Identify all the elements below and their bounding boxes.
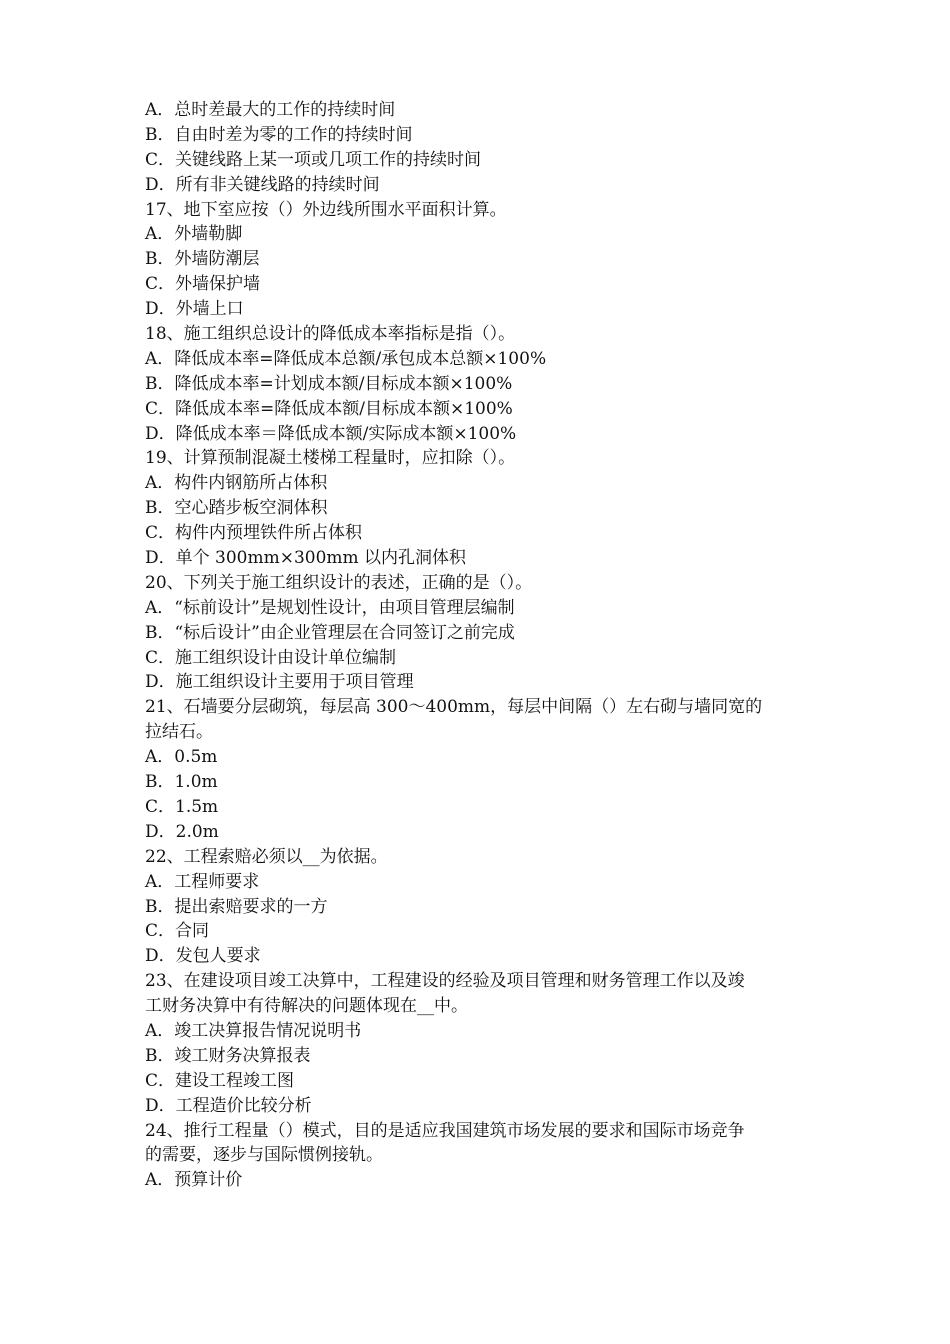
- text-line: C．外墙保护墙: [145, 274, 261, 295]
- text-line: D．施工组织设计主要用于项目管理: [145, 672, 414, 693]
- text-line: A．外墙勒脚: [145, 224, 243, 245]
- text-line: C．降低成本率=降低成本额/目标成本额×100%: [145, 398, 513, 419]
- text-line: 工财务决算中有待解决的问题体现在__中。: [145, 996, 468, 1017]
- text-line: A．0.5m: [145, 747, 218, 768]
- text-line: 的需要，逐步与国际惯例接轨。: [145, 1145, 383, 1166]
- document-text-body: [145, 98, 825, 1193]
- question-20: 20、下列关于施工组织设计的表述，正确的是（）。: [145, 572, 533, 593]
- text-line: D．2.0m: [145, 821, 219, 842]
- text-line: 拉结石。: [145, 722, 213, 743]
- text-line: D．降低成本率＝降低成本额/实际成本额×100%: [145, 423, 517, 444]
- question-22: 22、工程索赔必须以__为依据。: [145, 846, 388, 867]
- text-line: C．1.5m: [145, 796, 219, 817]
- text-line: B．外墙防潮层: [145, 249, 260, 270]
- text-line: B．自由时差为零的工作的持续时间: [145, 124, 413, 145]
- text-line: A．降低成本率=降低成本总额/承包成本总额×100%: [145, 348, 547, 369]
- text-line: D．外墙上口: [145, 299, 244, 320]
- text-line: C．合同: [145, 921, 210, 942]
- question-24: 24、推行工程量（）模式，目的是适应我国建筑市场发展的要求和国际市场竞争: [145, 1120, 745, 1141]
- text-line: C．关键线路上某一项或几项工作的持续时间: [145, 149, 482, 170]
- text-line: B．1.0m: [145, 772, 218, 793]
- text-line: B．降低成本率=计划成本额/目标成本额×100%: [145, 373, 513, 394]
- text-line: A．预算计价: [145, 1170, 243, 1191]
- text-line: C．建设工程竣工图: [145, 1070, 295, 1091]
- text-line: A．竣工决算报告情况说明书: [145, 1020, 362, 1041]
- text-line: A．“标前设计”是规划性设计，由项目管理层编制: [145, 597, 515, 618]
- question-18: 18、施工组织总设计的降低成本率指标是指（）。: [145, 324, 516, 345]
- text-line: A．构件内钢筋所占体积: [145, 473, 328, 494]
- text-line: D．所有非关键线路的持续时间: [145, 174, 380, 195]
- text-line: B．“标后设计”由企业管理层在合同签订之前完成: [145, 622, 515, 643]
- text-line: C．构件内预埋铁件所占体积: [145, 523, 363, 544]
- text-line: D．单个 300mm×300mm 以内孔洞体积: [145, 548, 467, 569]
- text-line: D．工程造价比较分析: [145, 1095, 312, 1116]
- text-line: B．空心踏步板空洞体积: [145, 498, 328, 519]
- text-line: B．竣工财务决算报表: [145, 1045, 311, 1066]
- question-19: 19、计算预制混凝土楼梯工程量时，应扣除（）。: [145, 448, 516, 469]
- text-line: D．发包人要求: [145, 946, 261, 967]
- text-line: A．总时差最大的工作的持续时间: [145, 100, 396, 120]
- text-line: C．施工组织设计由设计单位编制: [145, 647, 397, 668]
- question-23: 23、在建设项目竣工决算中，工程建设的经验及项目管理和财务管理工作以及竣: [145, 971, 745, 992]
- question-17: 17、地下室应按（）外边线所围水平面积计算。: [145, 199, 507, 220]
- text-line: A．工程师要求: [145, 871, 260, 892]
- text-line: B．提出索赔要求的一方: [145, 896, 328, 917]
- question-21: 21、石墙要分层砌筑，每层高 300～400mm，每层中间隔（）左右砌与墙同宽的: [145, 697, 763, 718]
